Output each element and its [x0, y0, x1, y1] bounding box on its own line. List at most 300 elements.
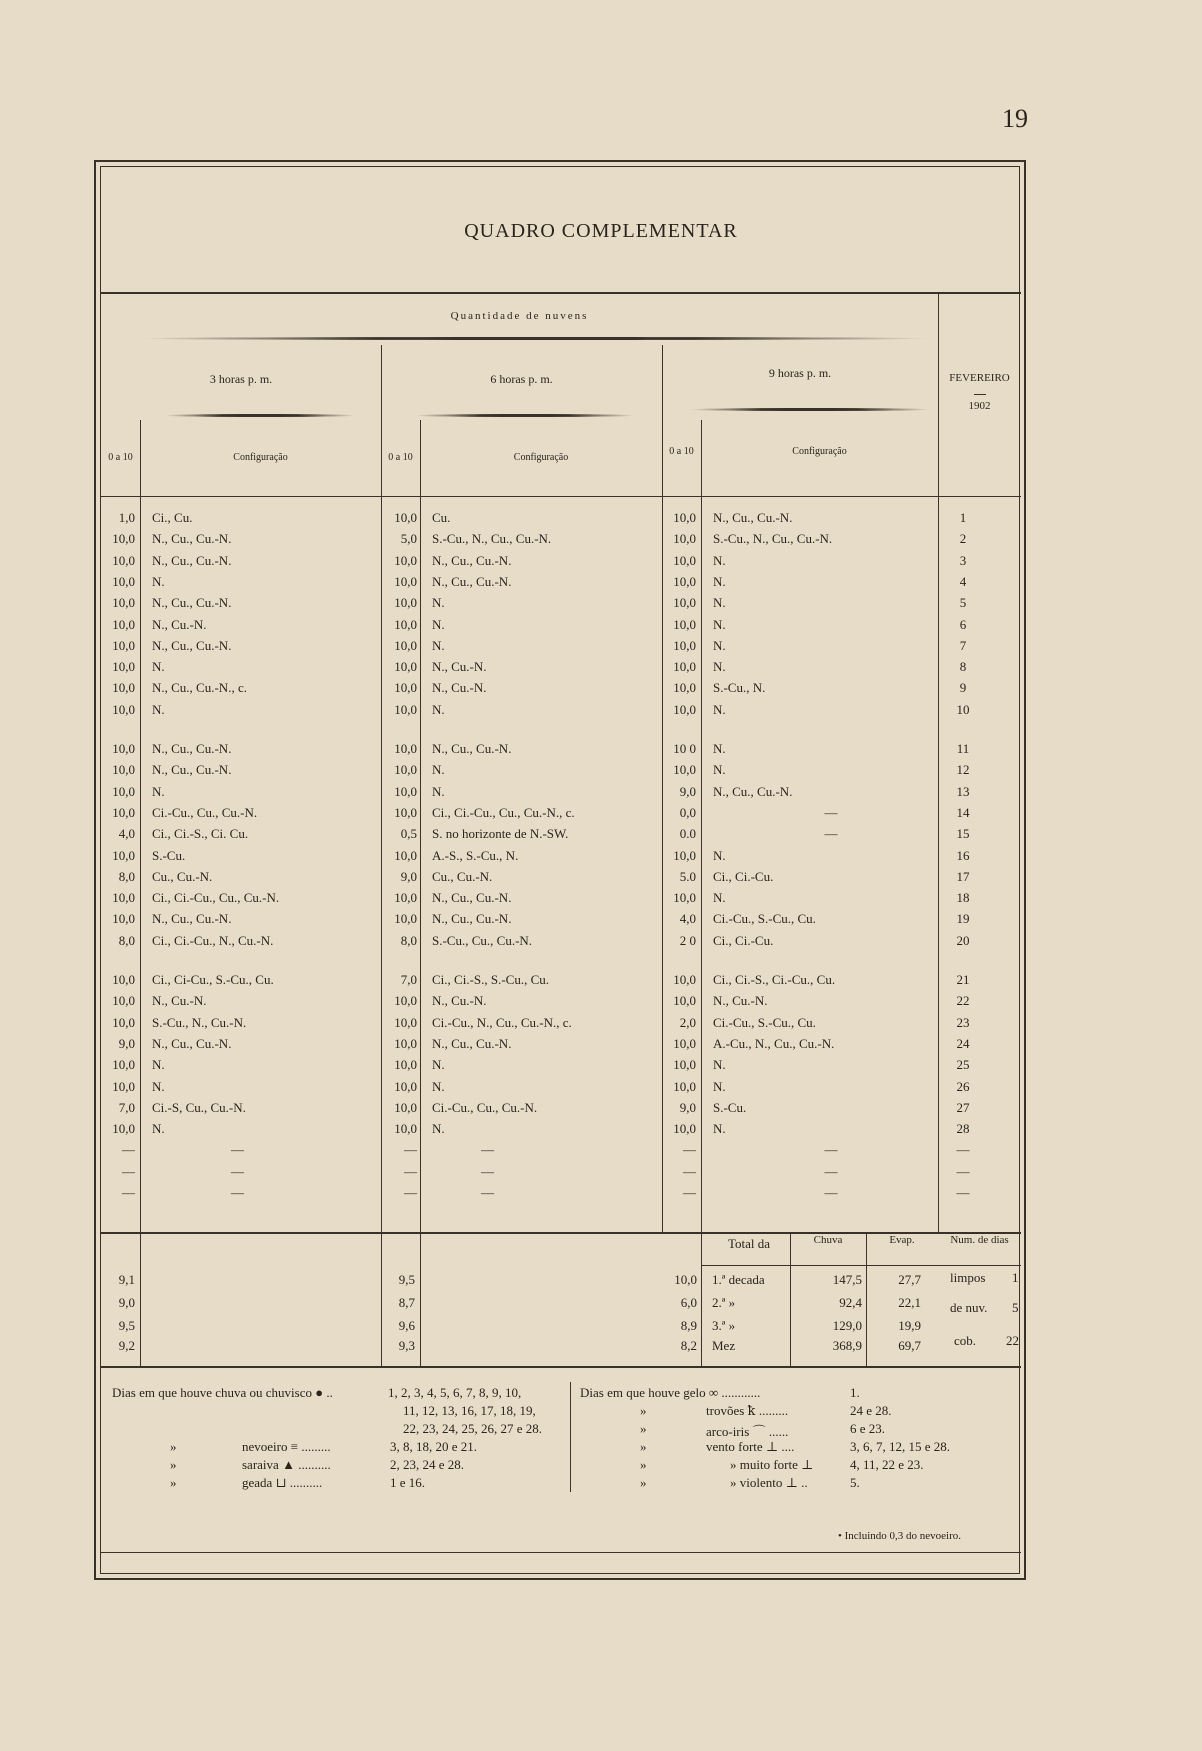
footer-muito-days: 4, 11, 22 e 23.	[850, 1457, 924, 1472]
config-9pm: N., Cu., Cu.-N.	[713, 510, 793, 525]
config-3pm: N.	[152, 783, 165, 799]
config-6pm: N., Cu., Cu.-N.	[432, 1035, 512, 1051]
total-evap: 69,7	[898, 1338, 921, 1353]
config-3pm: N., Cu., Cu.-N.	[152, 637, 232, 653]
cloud-9pm: 10,0	[673, 1035, 696, 1051]
footer-gelo-days: 1.	[850, 1385, 860, 1400]
table-row	[101, 784, 1021, 805]
limpos-count: 1	[1012, 1270, 1019, 1285]
cloud-3pm: 10,0	[112, 993, 135, 1009]
totals-bottom-rule	[101, 1366, 1021, 1368]
config-3pm: N.	[152, 701, 165, 717]
day: 21	[956, 972, 970, 987]
config-3pm: N.	[152, 1057, 165, 1073]
day: 11	[956, 741, 970, 756]
total-6pm: 9,6	[398, 1318, 415, 1333]
config-9pm: N., Cu., Cu.-N.	[713, 783, 793, 799]
cloud-9pm: 10 0	[673, 741, 696, 756]
cloud-6pm: 10,0	[394, 783, 417, 799]
cloud-9pm: 10,0	[673, 552, 696, 568]
header-group-label: Quantidade de nuvens	[450, 310, 589, 322]
cloud-6pm: 5,0	[400, 531, 417, 547]
violento-label: » violento	[730, 1475, 783, 1490]
footer-vento: vento forte ⊥ ....	[706, 1439, 795, 1454]
total-evap: 19,9	[898, 1318, 921, 1333]
config-3pm: N.	[152, 573, 165, 589]
cloud-3pm: 10,0	[112, 595, 135, 611]
day: 19	[956, 911, 970, 927]
day: 2	[959, 531, 967, 547]
day: —	[956, 1142, 970, 1158]
table-row	[101, 869, 1021, 890]
config-6pm: S.-Cu., Cu., Cu.-N.	[432, 932, 533, 948]
cloud-3pm: 10,0	[112, 847, 135, 863]
table-row	[101, 1100, 1021, 1121]
quote-mark: »	[640, 1457, 647, 1472]
config-3pm: Ci., Ci-Cu., S.-Cu., Cu.	[152, 972, 274, 987]
cloud-9pm: 9,0	[679, 1099, 696, 1115]
cloud-9pm: —	[683, 1142, 696, 1158]
footer-muito	[730, 1457, 813, 1473]
config-9pm: N.	[713, 616, 726, 632]
total-3pm: 9,2	[118, 1338, 135, 1353]
total-3pm: 9,0	[118, 1295, 135, 1310]
cloud-6pm: 10,0	[394, 573, 417, 589]
cloud-9pm: 10,0	[673, 847, 696, 863]
cloud-6pm: 10,0	[394, 993, 417, 1009]
table-row	[101, 1142, 1021, 1163]
cloud-3pm: 10,0	[112, 531, 135, 547]
config-6pm: N.	[432, 701, 445, 717]
cloud-9pm: 10,0	[673, 595, 696, 611]
config-9pm: S.-Cu.	[713, 1099, 747, 1115]
config-9pm: N.	[713, 741, 726, 756]
cloud-9pm: 10,0	[673, 1057, 696, 1073]
cloud-9pm: 10,0	[673, 993, 696, 1009]
cloud-6pm: 10,0	[394, 847, 417, 863]
total-6pm: 9,3	[398, 1338, 415, 1353]
cloud-9pm: 10,0	[673, 510, 696, 525]
config-9pm: —	[824, 1163, 838, 1179]
cloud-6pm: 10,0	[394, 595, 417, 611]
config-9pm: A.-Cu., N., Cu., Cu.-N.	[713, 1035, 835, 1051]
trovoes-label: trovões	[706, 1403, 745, 1418]
cob-count: 22	[1006, 1333, 1019, 1348]
violent-wind-icon: ⊥	[785, 1475, 798, 1490]
day: 28	[956, 1121, 970, 1137]
wind-icon: ⊥	[765, 1439, 779, 1454]
dias-label: Num. de dias	[950, 1234, 1009, 1246]
total-chuva: 147,5	[832, 1272, 862, 1287]
gelo-icon: ∞	[708, 1385, 719, 1400]
cloud-6pm: 10,0	[394, 510, 417, 525]
header-3pm: 3 horas p. m.	[209, 372, 273, 386]
header-rule	[140, 337, 930, 340]
config-9pm: —	[824, 804, 838, 820]
config-3pm: Ci., Cu.	[152, 510, 193, 525]
header-config-9pm: Configuração	[792, 446, 847, 457]
total-chuva: 368,9	[832, 1338, 862, 1353]
evap-label: Evap.	[889, 1234, 915, 1246]
cloud-3pm: —	[122, 1163, 135, 1179]
footer-saraiva: saraiva ▲ ..........	[242, 1457, 331, 1472]
totals-header-rule	[701, 1265, 1021, 1266]
config-6pm: N., Cu., Cu.-N.	[432, 573, 512, 589]
config-6pm: Cu.	[432, 510, 451, 525]
cloud-3pm: 10,0	[112, 701, 135, 717]
config-9pm: S.-Cu., N., Cu., Cu.-N.	[713, 531, 833, 547]
config-3pm: N., Cu., Cu.-N.	[152, 762, 232, 778]
cloud-9pm: 10,0	[673, 972, 696, 987]
config-3pm: Ci., Ci.-Cu., Cu., Cu.-N.	[152, 890, 280, 906]
cloud-9pm: 0.0	[679, 826, 696, 842]
config-3pm: Ci.-Cu., Cu., Cu.-N.	[152, 804, 258, 820]
quote-mark: »	[640, 1475, 647, 1490]
total-9pm: 10,0	[674, 1272, 697, 1287]
cloud-9pm: 10,0	[673, 616, 696, 632]
config-9pm: Ci., Ci.-Cu.	[713, 868, 774, 884]
quote-mark: »	[640, 1439, 647, 1454]
cloud-3pm: 10,0	[112, 1014, 135, 1030]
table-row	[101, 531, 1021, 552]
total-6pm: 9,5	[398, 1272, 415, 1287]
day: 18	[956, 890, 970, 906]
cloud-9pm: —	[683, 1163, 696, 1179]
cloud-3pm: 10,0	[112, 659, 135, 675]
config-3pm: Cu., Cu.-N.	[152, 868, 213, 884]
cloud-6pm: 10,0	[394, 1078, 417, 1094]
cloud-6pm: 10,0	[394, 701, 417, 717]
cloud-9pm: 5.0	[679, 868, 696, 884]
footer-nevoeiro: nevoeiro ≡ .........	[242, 1439, 331, 1454]
header-rule-3pm	[165, 414, 355, 417]
cloud-3pm: 10,0	[112, 552, 135, 568]
config-6pm: S. no horizonte de N.-SW.	[432, 826, 569, 842]
footer-geada-days: 1 e 16.	[390, 1475, 426, 1490]
cloud-6pm: 9,0	[400, 868, 417, 884]
totals-divider-3pm	[140, 1232, 141, 1366]
total-period: 1.ª decada	[712, 1272, 765, 1287]
cloud-6pm: 10,0	[394, 762, 417, 778]
cloud-6pm: 7,0	[400, 972, 417, 987]
day: 14	[956, 804, 970, 820]
table-row	[101, 826, 1021, 847]
table-row	[101, 702, 1021, 723]
total-chuva: 129,0	[832, 1318, 862, 1333]
footer-chuva-label: Dias em que houve chuva ou chuvisco ● ..	[112, 1385, 333, 1400]
cloud-9pm: —	[683, 1185, 696, 1200]
cloud-9pm: 10,0	[673, 680, 696, 696]
cloud-3pm: 10,0	[112, 972, 135, 987]
total-evap: 27,7	[898, 1272, 921, 1287]
table-row	[101, 595, 1021, 616]
cloud-3pm: 10,0	[112, 762, 135, 778]
cloud-6pm: 10,0	[394, 804, 417, 820]
config-6pm: N.	[432, 1121, 445, 1137]
cloud-3pm: 7,0	[118, 1099, 135, 1115]
config-6pm: A.-S., S.-Cu., N.	[432, 847, 519, 863]
footer-nevoeiro-days: 3, 8, 18, 20 e 21.	[390, 1439, 478, 1454]
table-row	[101, 510, 1021, 531]
cloud-3pm: 9,0	[118, 1035, 135, 1051]
day: 23	[956, 1014, 970, 1030]
total-evap: 22,1	[898, 1295, 921, 1310]
config-3pm: N., Cu., Cu.-N.	[152, 1035, 232, 1051]
config-9pm: N.	[713, 701, 726, 717]
cloud-9pm: 10,0	[673, 1121, 696, 1137]
cloud-6pm: 10,0	[394, 637, 417, 653]
config-6pm: Ci.-Cu., Cu., Cu.-N.	[432, 1099, 538, 1115]
cloud-6pm: —	[404, 1142, 417, 1158]
day: 17	[956, 868, 970, 884]
config-6pm: Ci., Ci.-S., S.-Cu., Cu.	[432, 972, 550, 987]
config-6pm: S.-Cu., N., Cu., Cu.-N.	[432, 531, 552, 547]
config-6pm: Ci.-Cu., N., Cu., Cu.-N., c.	[432, 1014, 572, 1030]
cloud-6pm: 10,0	[394, 741, 417, 756]
day: 5	[959, 595, 967, 611]
config-9pm: N.	[713, 1057, 726, 1073]
day: 16	[956, 847, 970, 863]
day: 24	[956, 1035, 970, 1051]
config-3pm: N., Cu., Cu.-N., c.	[152, 680, 247, 696]
config-6pm: N., Cu., Cu.-N.	[432, 911, 512, 927]
cloud-6pm: 10,0	[394, 890, 417, 906]
config-6pm: N.	[432, 595, 445, 611]
header-config-3pm: Configuração	[233, 452, 288, 463]
page-title: QUADRO COMPLEMENTAR	[464, 220, 738, 242]
quote-mark: »	[640, 1421, 647, 1436]
config-6pm: Ci., Ci.-Cu., Cu., Cu.-N., c.	[432, 804, 575, 820]
table-row	[101, 638, 1021, 659]
total-9pm: 8,2	[680, 1338, 697, 1353]
total-period: 2.ª »	[712, 1295, 736, 1310]
title-divider	[101, 292, 1021, 294]
day: —	[956, 1163, 970, 1179]
header-6pm: 6 horas p. m.	[490, 372, 553, 386]
config-6pm: N., Cu., Cu.-N.	[432, 741, 512, 756]
total-6pm: 8,7	[398, 1295, 415, 1310]
cloud-6pm: 10,0	[394, 1035, 417, 1051]
vento-label: vento forte	[706, 1439, 763, 1454]
config-3pm: Ci., Ci.-S., Ci. Cu.	[152, 826, 249, 842]
quote-mark: »	[170, 1457, 177, 1472]
config-3pm: S.-Cu.	[152, 847, 186, 863]
config-9pm: N.	[713, 890, 726, 906]
day: —	[956, 1185, 970, 1200]
cloud-3pm: 10,0	[112, 1057, 135, 1073]
config-9pm: Ci.-Cu., S.-Cu., Cu.	[713, 1014, 816, 1030]
day: 25	[956, 1057, 970, 1073]
config-6pm: N., Cu.-N.	[432, 680, 487, 696]
config-9pm: N.	[713, 1121, 726, 1137]
cloud-9pm: 10,0	[673, 531, 696, 547]
day: 6	[959, 616, 967, 632]
footer-arco: arco-iris ⌒ ......	[706, 1424, 789, 1439]
config-9pm: N.	[713, 573, 726, 589]
quote-mark: »	[640, 1403, 647, 1418]
footer-geada: geada ⊔ ..........	[242, 1475, 323, 1490]
table-row	[101, 890, 1021, 911]
config-6pm: N., Cu., Cu.-N.	[432, 890, 512, 906]
day: 13	[956, 783, 970, 799]
total-9pm: 6,0	[680, 1295, 697, 1310]
total-3pm: 9,1	[118, 1272, 135, 1287]
cloud-3pm: 8,0	[118, 868, 135, 884]
header-rule-6pm	[415, 414, 635, 417]
header-rule-9pm	[690, 408, 930, 411]
totals-divider-6pm	[420, 1232, 421, 1366]
chuva-icon: ●	[315, 1385, 324, 1400]
trovoes-icon: ꝁ	[747, 1403, 756, 1418]
total-chuva: 92,4	[839, 1295, 862, 1310]
cloud-3pm: 10,0	[112, 616, 135, 632]
cloud-6pm: 10,0	[394, 911, 417, 927]
cloud-3pm: —	[122, 1142, 135, 1158]
config-9pm: Ci., Ci.-S., Ci.-Cu., Cu.	[713, 972, 836, 987]
day: 12	[956, 762, 970, 778]
cloud-3pm: 10,0	[112, 680, 135, 696]
total-9pm: 8,9	[680, 1318, 697, 1333]
day: 4	[959, 573, 967, 589]
cloud-3pm: —	[122, 1185, 135, 1200]
config-3pm: —	[231, 1185, 244, 1200]
footer-chuva-days-1: 1, 2, 3, 4, 5, 6, 7, 8, 9, 10,	[388, 1385, 522, 1400]
cloud-6pm: 10,0	[394, 1099, 417, 1115]
table-row	[101, 553, 1021, 574]
cloud-9pm: 4,0	[679, 911, 696, 927]
config-9pm: —	[824, 826, 838, 842]
cloud-9pm: 10,0	[673, 573, 696, 589]
day: 7	[959, 637, 967, 653]
day: 26	[956, 1078, 970, 1094]
config-3pm: S.-Cu., N., Cu.-N.	[152, 1014, 247, 1030]
config-9pm: Ci.-Cu., S.-Cu., Cu.	[713, 911, 816, 927]
config-3pm: —	[231, 1142, 244, 1158]
day: 8	[959, 659, 967, 675]
cloud-6pm: —	[404, 1185, 417, 1200]
config-9pm: N., Cu.-N.	[713, 993, 768, 1009]
table-row	[101, 659, 1021, 680]
table-row	[101, 972, 1021, 993]
table-row	[101, 680, 1021, 701]
config-9pm: N.	[713, 1078, 726, 1094]
footer-violento-days: 5.	[850, 1475, 860, 1490]
cloud-6pm: 8,0	[400, 932, 417, 948]
config-3pm: N.	[152, 1078, 165, 1094]
cloud-9pm: 2,0	[679, 1014, 696, 1030]
table-row	[101, 848, 1021, 869]
cloud-9pm: 2 0	[679, 932, 696, 948]
day: 27	[956, 1099, 970, 1115]
footer-violento: » violento ⊥ ..	[730, 1475, 808, 1490]
config-9pm: N.	[713, 847, 726, 863]
header-9pm: 9 horas p. m.	[768, 366, 832, 380]
muito-label: » muito forte	[730, 1457, 798, 1472]
header-bottom-rule	[101, 496, 1021, 497]
geada-icon: ⊔	[275, 1475, 287, 1490]
table-row	[101, 805, 1021, 826]
config-6pm: N.	[432, 762, 445, 778]
config-3pm: N., Cu., Cu.-N.	[152, 595, 232, 611]
config-9pm: S.-Cu., N.	[713, 680, 766, 696]
nuv-count: 5	[1012, 1300, 1019, 1315]
table-row	[101, 1121, 1021, 1142]
total-label: Total da	[727, 1236, 771, 1251]
day: 10	[956, 701, 970, 717]
day: 15	[956, 826, 970, 842]
table-row	[101, 933, 1021, 954]
table-row	[101, 911, 1021, 932]
day: 22	[956, 993, 970, 1009]
cloud-9pm: 10,0	[673, 659, 696, 675]
cloud-3pm: 10,0	[112, 890, 135, 906]
table-row	[101, 1015, 1021, 1036]
cloud-3pm: 10,0	[112, 1078, 135, 1094]
config-3pm: Ci.-S, Cu., Cu.-N.	[152, 1099, 246, 1115]
total-period: 3.ª »	[712, 1318, 736, 1333]
config-9pm: N.	[713, 762, 726, 778]
saraiva-icon: ▲	[282, 1457, 295, 1472]
total-period: Mez	[712, 1338, 736, 1353]
month-year-dash	[974, 394, 986, 395]
footer-trovoes-days: 24 e 28.	[850, 1403, 892, 1418]
day: 20	[956, 932, 970, 948]
header-year: 1902	[968, 400, 991, 412]
cloud-3pm: 10,0	[112, 573, 135, 589]
config-6pm: —	[481, 1163, 494, 1179]
cloud-9pm: 10,0	[673, 1078, 696, 1094]
config-6pm: Cu., Cu.-N.	[432, 868, 493, 884]
config-6pm: N.	[432, 1057, 445, 1073]
header-scale-9pm: 0 a 10	[669, 446, 694, 457]
cloud-3pm: 1,0	[118, 510, 135, 525]
day: 9	[959, 680, 967, 696]
header-scale-6pm: 0 a 10	[388, 452, 413, 463]
table-row	[101, 1164, 1021, 1185]
nuv-label: de nuv.	[950, 1300, 988, 1315]
config-9pm: —	[824, 1142, 838, 1158]
cloud-9pm: 10,0	[673, 701, 696, 717]
table-row	[101, 1057, 1021, 1078]
cloud-6pm: 10,0	[394, 680, 417, 696]
config-6pm: N.	[432, 1078, 445, 1094]
footer-saraiva-days: 2, 23, 24 e 28.	[390, 1457, 465, 1472]
footer-chuva-days-3: 22, 23, 24, 25, 26, 27 e 28.	[403, 1421, 543, 1436]
table-row	[101, 617, 1021, 638]
config-3pm: N.	[152, 659, 165, 675]
strong-wind-icon: ⊥	[801, 1457, 814, 1472]
cloud-3pm: 8,0	[118, 932, 135, 948]
day: 3	[959, 552, 967, 568]
cloud-3pm: 10,0	[112, 783, 135, 799]
footer-arco-days: 6 e 23.	[850, 1421, 886, 1436]
table-row	[101, 1079, 1021, 1100]
cloud-6pm: 10,0	[394, 1057, 417, 1073]
cloud-6pm: 10,0	[394, 616, 417, 632]
config-9pm: N.	[713, 659, 726, 675]
cloud-3pm: 10,0	[112, 637, 135, 653]
gelo-label: Dias em que houve gelo	[580, 1385, 706, 1400]
cloud-6pm: 0,5	[400, 826, 417, 842]
rainbow-icon: ⌒	[752, 1424, 766, 1439]
cloud-3pm: 10,0	[112, 1121, 135, 1137]
cloud-3pm: 10,0	[112, 741, 135, 756]
cob-label: cob.	[954, 1333, 977, 1348]
config-6pm: N.	[432, 637, 445, 653]
config-6pm: N., Cu., Cu.-N.	[432, 552, 512, 568]
config-3pm: N., Cu., Cu.-N.	[152, 552, 232, 568]
footer-gelo: Dias em que houve gelo ∞ ............	[580, 1385, 761, 1400]
